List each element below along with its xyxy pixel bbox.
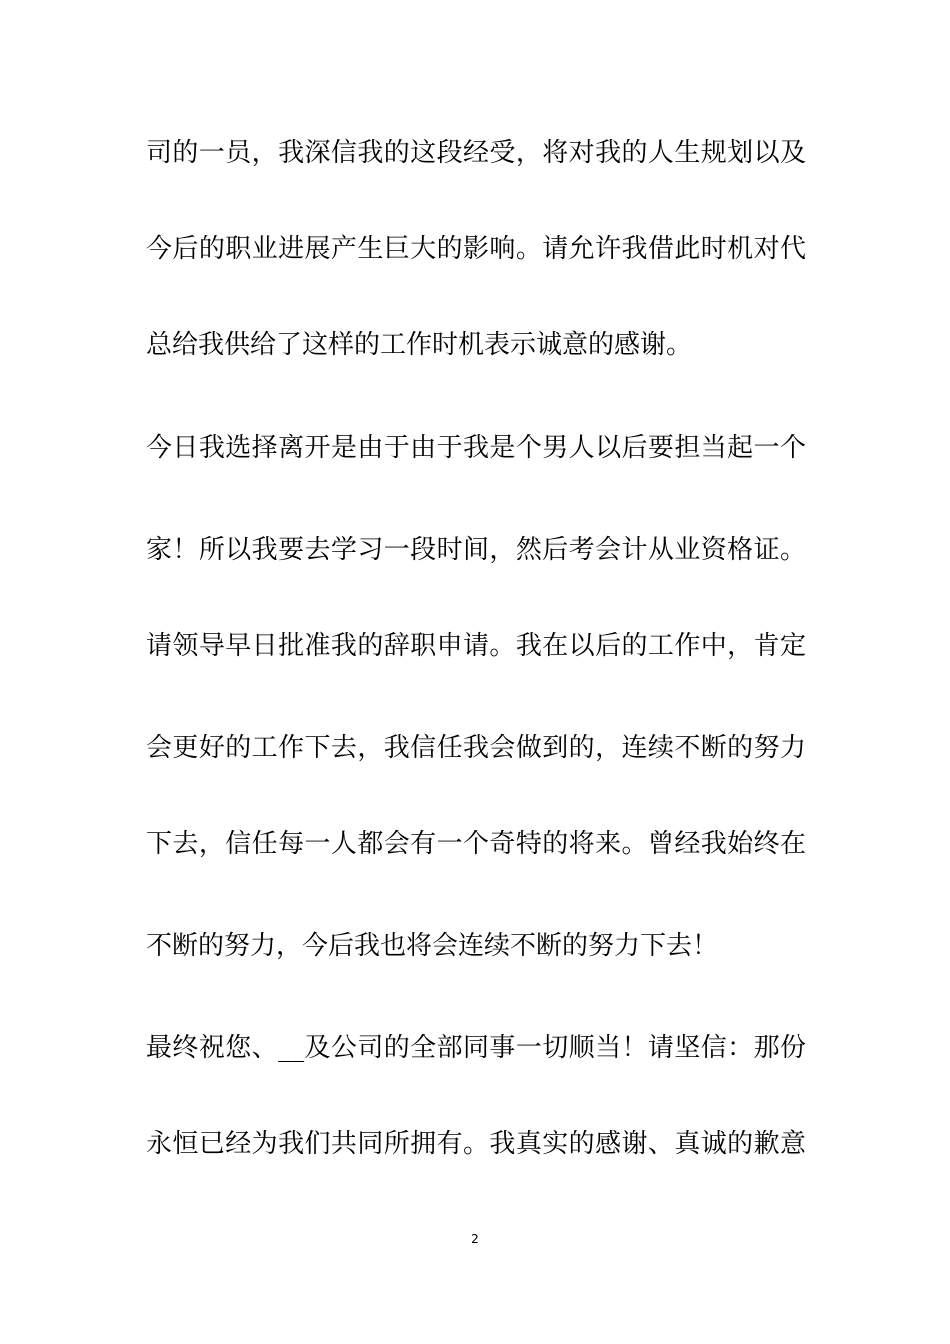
text-line: 家！所以我要去学习一段时间，然后考会计从业资格证。	[146, 535, 806, 565]
text-line: 今后的职业进展产生巨大的影响。请允许我借此时机对代	[146, 234, 806, 264]
text-line: 司的一员，我深信我的这段经受，将对我的人生规划以及	[146, 138, 806, 168]
text-line: 会更好的工作下去，我信任我会做到的，连续不断的努力	[146, 733, 806, 763]
text-line: 永恒已经为我们共同所拥有。我真实的感谢、真诚的歉意	[146, 1129, 806, 1159]
text-line: 下去，信任每一人都会有一个奇特的将来。曾经我始终在	[146, 829, 806, 859]
page-number: 2	[471, 1232, 479, 1246]
text-line: 不断的努力，今后我也将会连续不断的努力下去！	[146, 931, 719, 961]
text-line: 最终祝您、__及公司的全部同事一切顺当！请坚信：那份	[146, 1033, 806, 1063]
text-line: 请领导早日批准我的辞职申请。我在以后的工作中，肯定	[146, 631, 806, 661]
text-line: 总给我供给了这样的工作时机表示诚意的感谢。	[146, 330, 693, 360]
text-line: 今日我选择离开是由于由于我是个男人以后要担当起一个	[146, 433, 806, 463]
